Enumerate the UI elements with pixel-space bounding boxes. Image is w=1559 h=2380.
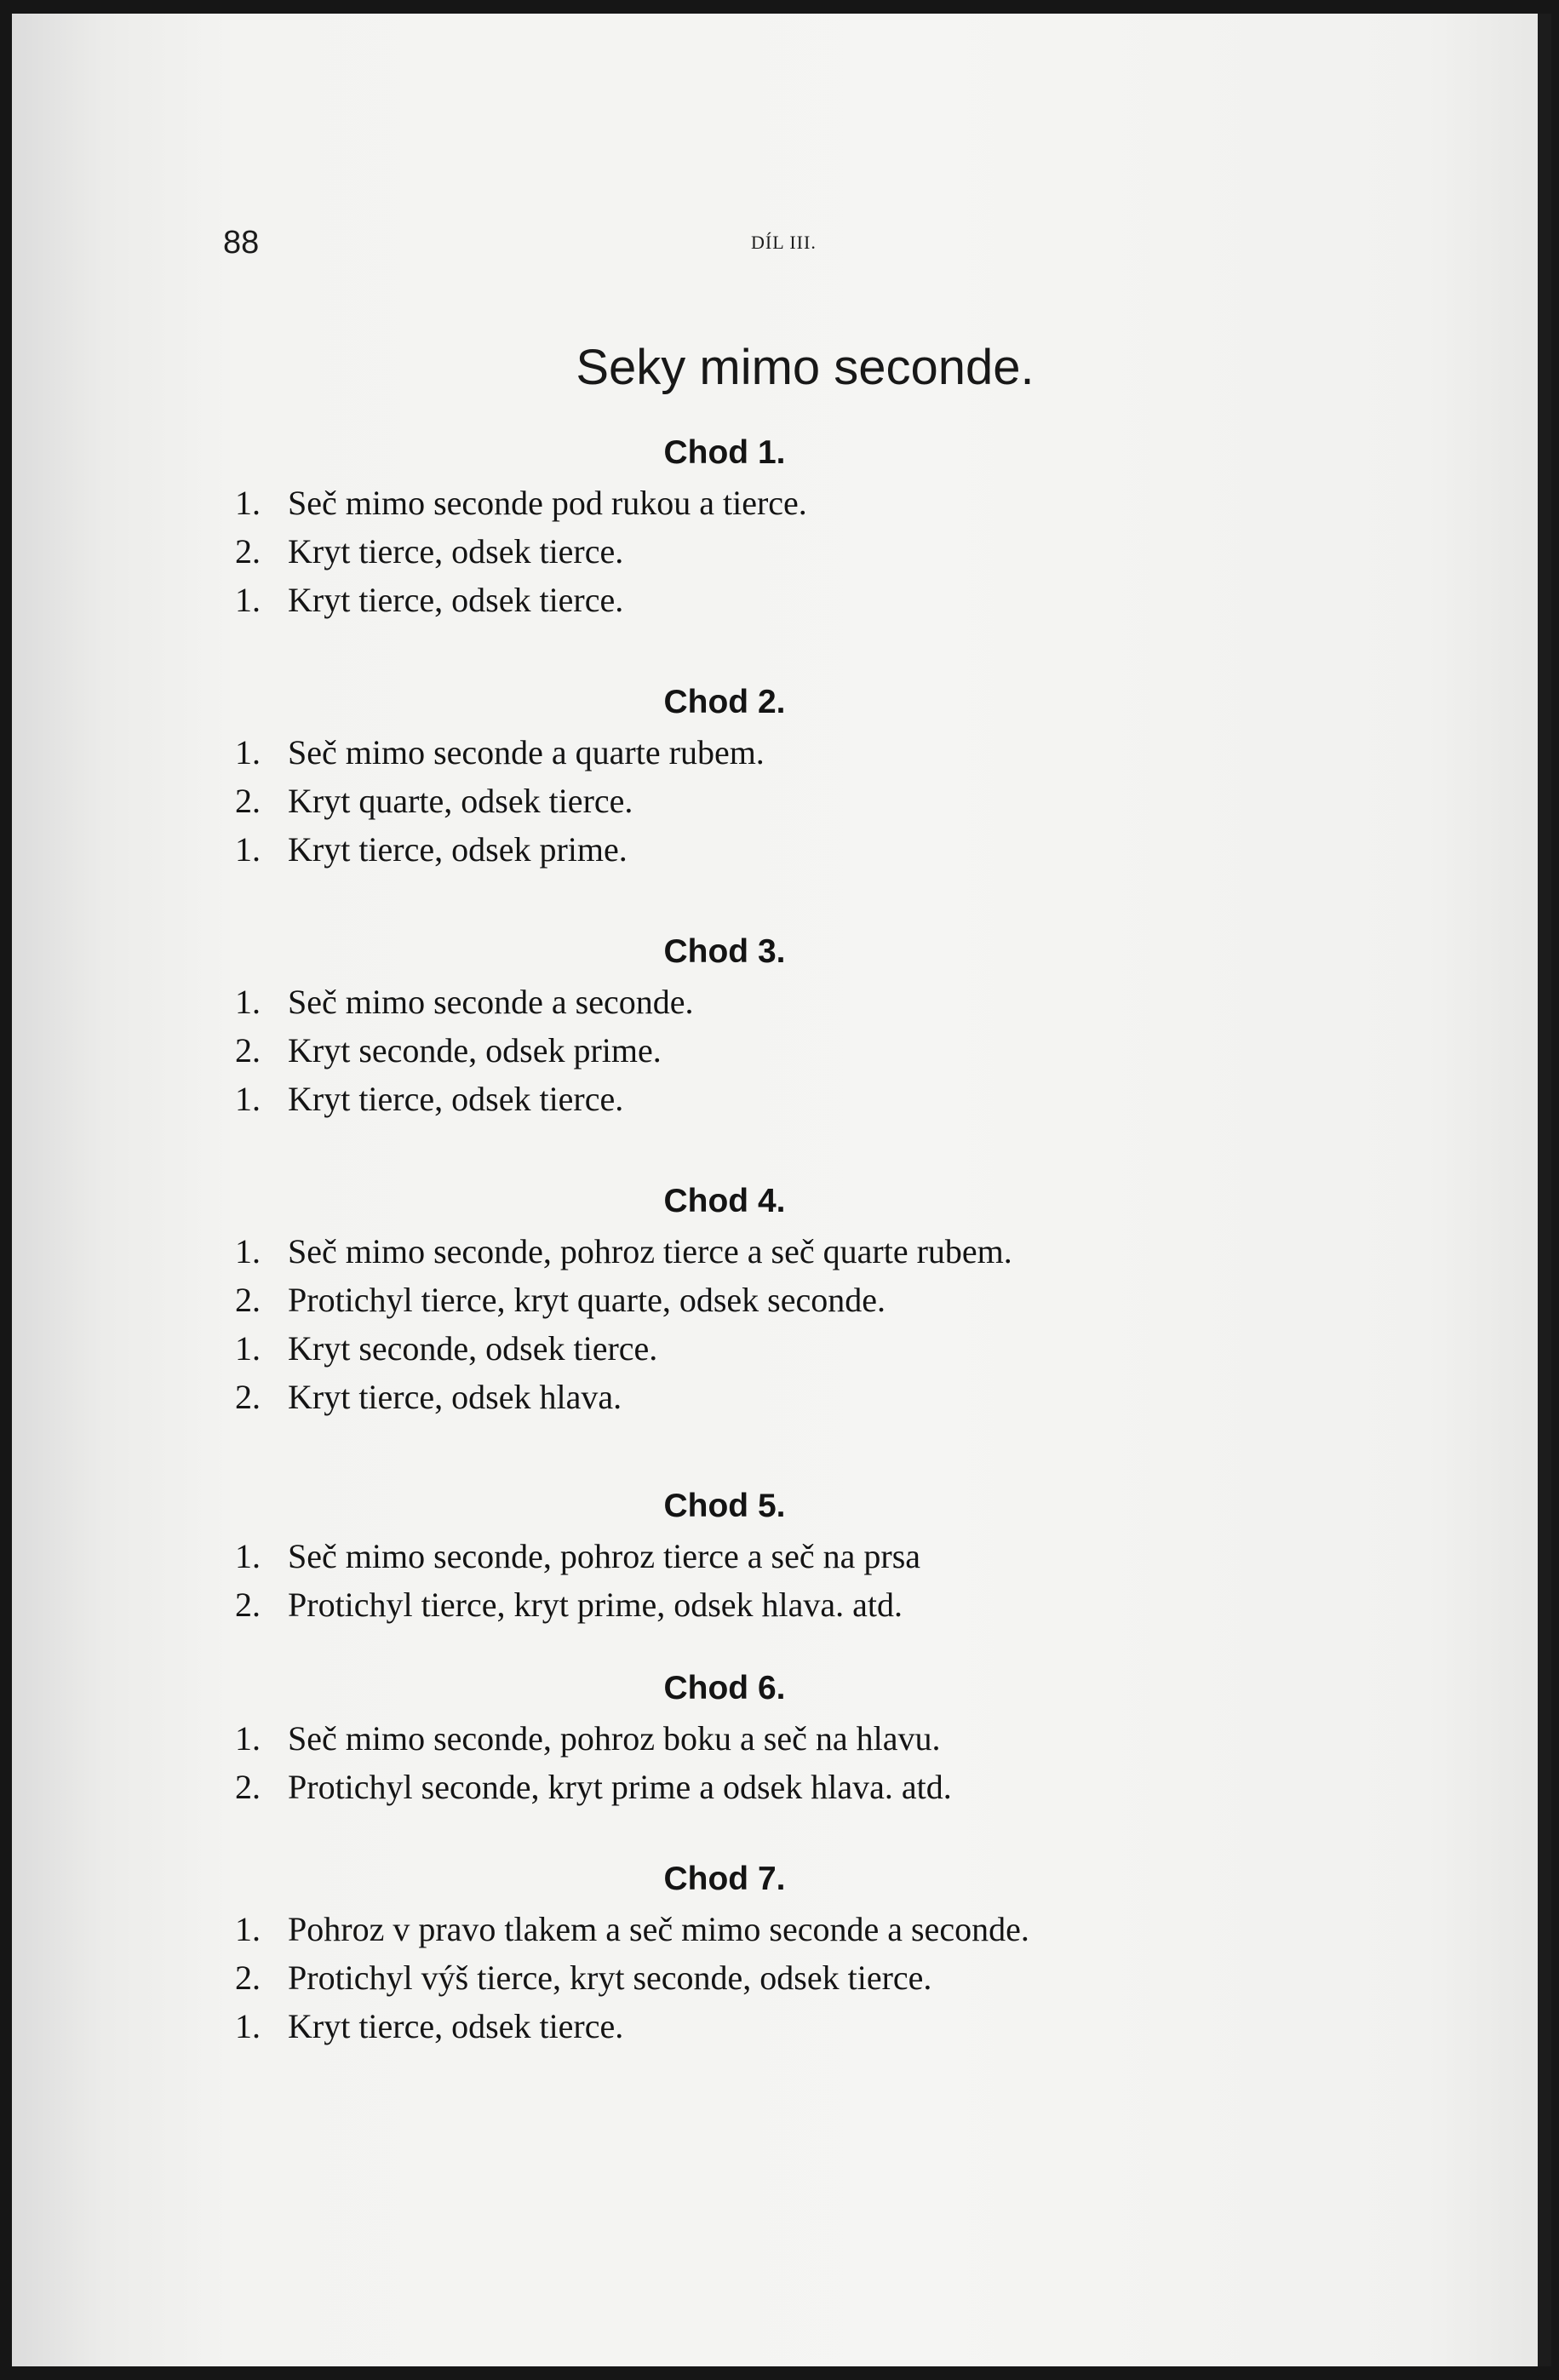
move-number: 2. <box>235 782 261 820</box>
chod-block-3 <box>235 926 1257 1123</box>
move-line <box>235 777 1257 825</box>
move-line <box>235 1763 1257 1811</box>
move-text: Seč mimo seconde, pohroz tierce a seč quarte rubem. <box>288 1232 1012 1270</box>
move-text: Kryt tierce, odsek hlava. <box>288 1378 622 1416</box>
move-line <box>235 1953 1257 2002</box>
move-text: Pohroz v pravo tlakem a seč mimo seconde a seconde. <box>288 1910 1029 1948</box>
move-text: Seč mimo seconde, pohroz tierce a seč na prsa <box>288 1537 921 1575</box>
move-number: 2. <box>235 1031 261 1070</box>
move-line <box>235 728 1257 777</box>
move-text: Protichyl tierce, kryt prime, odsek hlava. atd. <box>288 1586 903 1624</box>
chod-block-1 <box>235 427 1257 624</box>
move-text: Kryt tierce, odsek prime. <box>288 830 628 869</box>
move-line <box>235 1905 1257 1953</box>
move-line <box>235 2002 1257 2050</box>
move-line <box>235 1373 1257 1421</box>
move-text: Kryt tierce, odsek tierce. <box>288 2007 624 2045</box>
chod-heading: Chod 4. <box>663 1183 786 1219</box>
move-number: 1. <box>235 733 261 771</box>
move-number: 2. <box>235 532 261 571</box>
chod-heading: Chod 3. <box>663 933 786 970</box>
chod-block-5 <box>235 1481 1257 1629</box>
move-text: Kryt tierce, odsek tierce. <box>288 532 624 571</box>
move-line <box>235 1714 1257 1763</box>
chod-heading: Chod 1. <box>663 434 786 471</box>
chod-block-4 <box>235 1176 1257 1421</box>
move-number: 1. <box>235 1719 261 1758</box>
chod-heading: Chod 2. <box>663 684 786 720</box>
move-number: 1. <box>235 1080 261 1118</box>
move-text: Kryt tierce, odsek tierce. <box>288 1080 624 1118</box>
page-header <box>223 225 1330 276</box>
move-line <box>235 1276 1257 1324</box>
move-number: 1. <box>235 983 261 1021</box>
move-line <box>235 978 1257 1026</box>
move-line <box>235 825 1257 874</box>
move-line <box>235 1227 1257 1276</box>
move-number: 1. <box>235 1537 261 1575</box>
page-number: 88 <box>223 225 260 261</box>
section-content <box>235 427 1257 2050</box>
move-line <box>235 479 1257 527</box>
move-text: Kryt seconde, odsek tierce. <box>288 1329 658 1368</box>
move-text: Kryt tierce, odsek tierce. <box>288 581 624 619</box>
chod-heading: Chod 7. <box>663 1861 786 1897</box>
move-number: 1. <box>235 1910 261 1948</box>
move-number: 1. <box>235 484 261 522</box>
move-line <box>235 1580 1257 1629</box>
move-line <box>235 1324 1257 1373</box>
move-text: Seč mimo seconde a quarte rubem. <box>288 733 765 771</box>
move-text: Protichyl výš tierce, kryt seconde, odsek tierce. <box>288 1958 932 1997</box>
move-number: 1. <box>235 581 261 619</box>
move-number: 2. <box>235 1586 261 1624</box>
move-line <box>235 1075 1257 1123</box>
section-title: Seky mimo seconde. <box>576 340 1035 395</box>
chod-heading: Chod 5. <box>663 1488 786 1524</box>
chod-block-2 <box>235 677 1257 874</box>
move-number: 1. <box>235 1329 261 1368</box>
move-line <box>235 1026 1257 1075</box>
move-number: 2. <box>235 1958 261 1997</box>
move-line <box>235 1532 1257 1580</box>
move-text: Protichyl seconde, kryt prime a odsek hlava. atd. <box>288 1768 952 1806</box>
move-number: 2. <box>235 1768 261 1806</box>
chod-block-7 <box>235 1854 1257 2050</box>
move-number: 1. <box>235 1232 261 1270</box>
move-number: 2. <box>235 1378 261 1416</box>
move-text: Seč mimo seconde, pohroz boku a seč na hlavu. <box>288 1719 941 1758</box>
chod-heading: Chod 6. <box>663 1670 786 1706</box>
move-text: Kryt seconde, odsek prime. <box>288 1031 662 1070</box>
move-line <box>235 527 1257 576</box>
move-text: Seč mimo seconde a seconde. <box>288 983 694 1021</box>
move-number: 2. <box>235 1281 261 1319</box>
move-number: 1. <box>235 830 261 869</box>
move-text: Protichyl tierce, kryt quarte, odsek seconde. <box>288 1281 886 1319</box>
move-number: 1. <box>235 2007 261 2045</box>
running-head: DÍL III. <box>751 232 817 253</box>
move-text: Seč mimo seconde pod rukou a tierce. <box>288 484 807 522</box>
move-text: Kryt quarte, odsek tierce. <box>288 782 633 820</box>
chod-block-6 <box>235 1663 1257 1811</box>
move-line <box>235 576 1257 624</box>
